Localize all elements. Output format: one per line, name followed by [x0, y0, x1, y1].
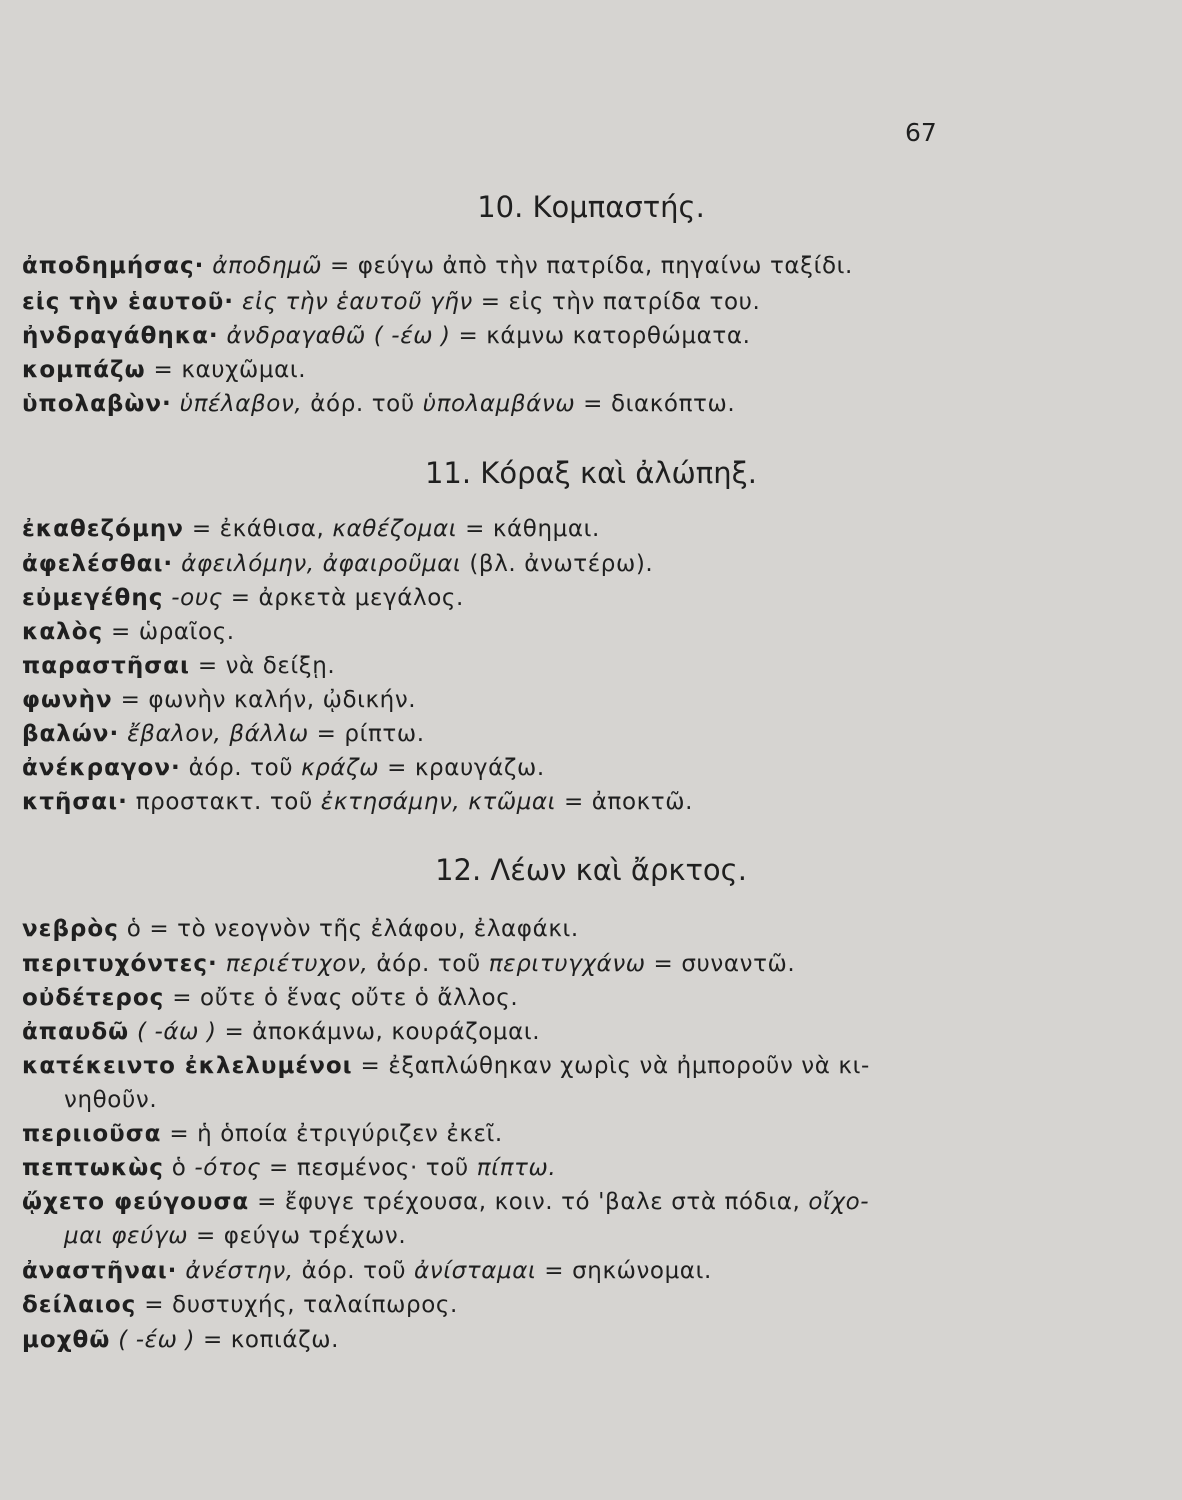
headword: περιτυχόντες·	[22, 951, 218, 977]
headword: ἀνέκραγον·	[22, 755, 181, 781]
glossary-line-continuation	[64, 1087, 1182, 1113]
section-title-12: 12. Λέων καὶ ἄρκτος.	[435, 853, 747, 887]
glossary-line	[22, 1258, 1167, 1284]
gloss-text: = ἀρκετὰ μεγάλος.	[222, 585, 464, 611]
glossary-line	[22, 951, 1167, 977]
headword: εὐμεγέθης	[22, 585, 164, 611]
gloss-text: = φεύγω ἀπὸ τὴν πατρίδα, πηγαίνω ταξίδι.	[322, 253, 853, 279]
italic-form: περιτυγχάνω	[488, 951, 646, 977]
section-title-11: 11. Κόραξ καὶ ἀλώπηξ.	[424, 456, 758, 490]
glossary-line	[22, 1019, 1167, 1045]
italic-form: ( -άω )	[129, 1019, 217, 1045]
gloss-text: = ὡραῖος.	[103, 619, 235, 645]
headword: πεπτωκὼς	[22, 1155, 164, 1181]
glossary-line	[22, 289, 1167, 315]
italic-form: μαι φεύγω	[64, 1223, 189, 1249]
italic-form: οἴχο-	[808, 1189, 870, 1215]
gloss-text: = σηκώνομαι.	[536, 1258, 712, 1284]
italic-form: ἀνέστην,	[177, 1258, 294, 1284]
headword: καλὸς	[22, 619, 104, 645]
glossary-line	[22, 253, 1167, 279]
glossary-line	[22, 916, 1167, 942]
gloss-text: (βλ. ἀνωτέρω).	[461, 551, 654, 577]
glossary-line	[22, 1053, 1167, 1079]
gloss-text: = πεσμένος· τοῦ	[261, 1155, 477, 1181]
headword: νεβρὸς	[22, 916, 119, 942]
glossary-line-continuation	[64, 1223, 1182, 1249]
gloss-text: = κάμνω κατορθώματα.	[450, 323, 751, 349]
headword: οὐδέτερος	[22, 985, 165, 1011]
glossary-line	[22, 789, 1167, 815]
headword: ἀναστῆναι·	[22, 1258, 178, 1284]
italic-form: ἀποδημῶ	[204, 253, 323, 279]
gloss-text: = οὔτε ὁ ἕνας οὔτε ὁ ἄλλος.	[164, 985, 519, 1011]
gloss-text: ἀόρ. τοῦ	[368, 951, 489, 977]
glossary-line	[22, 357, 1167, 383]
glossary-line	[22, 1189, 1167, 1215]
gloss-text: = φωνὴν καλήν, ᾠδικήν.	[112, 687, 417, 713]
glossary-line	[22, 619, 1167, 645]
headword: ἀφελέσθαι·	[22, 551, 174, 577]
gloss-text: = ἐξαπλώθηκαν χωρὶς νὰ ἠμποροῦν νὰ κι-	[352, 1053, 870, 1079]
gloss-text: = νὰ δείξῃ.	[189, 653, 336, 679]
italic-form: ὑπολαμβάνω	[422, 391, 576, 417]
gloss-text: = ἀποκτῶ.	[556, 789, 694, 815]
gloss-text: ἀόρ. τοῦ	[180, 755, 302, 781]
gloss-text: ὁ	[163, 1155, 195, 1181]
italic-form: καθέζομαι	[332, 516, 458, 542]
headword: δείλαιος	[22, 1292, 137, 1318]
headword: ἀποδημήσας·	[22, 253, 205, 279]
page-number: 67	[905, 118, 937, 147]
headword: περιιοῦσα	[22, 1121, 162, 1147]
italic-form: ἐκτησάμην, κτῶμαι	[320, 789, 557, 815]
section-title-10: 10. Κομπαστής.	[477, 190, 705, 224]
glossary-line	[22, 1292, 1167, 1318]
gloss-text: = ἔφυγε τρέχουσα, κοιν. τό 'βαλε στὰ πόδια,	[249, 1189, 809, 1215]
headword: βαλών·	[22, 721, 120, 747]
glossary-line	[22, 391, 1167, 417]
glossary-line	[22, 1327, 1167, 1353]
headword: ὑπολαβὼν·	[22, 391, 172, 417]
gloss-text: = κραυγάζω.	[379, 755, 545, 781]
gloss-text: = κάθημαι.	[457, 516, 600, 542]
headword: ἐκαθεζόμην	[22, 516, 184, 542]
headword: ἠνδραγάθηκα·	[22, 323, 219, 349]
italic-form: ἀνδραγαθῶ ( -έω )	[218, 323, 451, 349]
headword: ᾤχετο φεύγουσα	[22, 1189, 250, 1215]
headword: παραστῆσαι	[22, 653, 190, 679]
italic-form: εἰς τὴν ἑαυτοῦ γῆν	[234, 289, 473, 315]
gloss-text: ἀόρ. τοῦ	[293, 1258, 415, 1284]
glossary-line	[22, 1155, 1167, 1181]
headword: κτῆσαι·	[22, 789, 128, 815]
glossary-line	[22, 1121, 1167, 1147]
italic-form: κράζω	[301, 755, 380, 781]
glossary-line	[22, 551, 1167, 577]
headword: ἀπαυδῶ	[22, 1019, 130, 1045]
gloss-text: = δυστυχής, ταλαίπωρος.	[136, 1292, 458, 1318]
italic-form: περιέτυχον,	[217, 951, 369, 977]
gloss-text: ὁ = τὸ νεογνὸν τῆς ἐλάφου, ἐλαφάκι.	[118, 916, 579, 942]
gloss-text: νηθοῦν.	[64, 1087, 158, 1113]
gloss-text: = ἀποκάμνω, κουράζομαι.	[216, 1019, 541, 1045]
headword: κατέκειντο ἐκλελυμένοι	[22, 1053, 353, 1079]
glossary-line	[22, 585, 1167, 611]
italic-form: ὑπέλαβον,	[171, 391, 303, 417]
italic-form: πίπτω.	[476, 1155, 557, 1181]
italic-form: ἀνίσταμαι	[414, 1258, 537, 1284]
gloss-text: = φεύγω τρέχων.	[188, 1223, 407, 1249]
glossary-line	[22, 985, 1167, 1011]
gloss-text: = κοπιάζω.	[195, 1327, 340, 1353]
italic-form: -ότος	[194, 1155, 262, 1181]
headword: εἰς τὴν ἑαυτοῦ·	[22, 289, 235, 315]
glossary-line	[22, 516, 1167, 542]
gloss-text: = καυχῶμαι.	[145, 357, 307, 383]
glossary-line	[22, 755, 1167, 781]
italic-form: ἀφειλόμην, ἀφαιροῦμαι	[173, 551, 462, 577]
italic-form: ( -έω )	[110, 1327, 196, 1353]
gloss-text: = ρίπτω.	[308, 721, 425, 747]
gloss-text: προστακτ. τοῦ	[127, 789, 321, 815]
italic-form: -ους	[163, 585, 223, 611]
headword: κομπάζω	[22, 357, 146, 383]
glossary-line	[22, 653, 1167, 679]
gloss-text: = ἡ ὁποία ἐτριγύριζεν ἐκεῖ.	[161, 1121, 503, 1147]
italic-form: ἔβαλον, βάλλω	[119, 721, 309, 747]
glossary-line	[22, 687, 1167, 713]
headword: μοχθῶ	[22, 1327, 111, 1353]
headword: φωνὴν	[22, 687, 113, 713]
glossary-line	[22, 323, 1167, 349]
gloss-text: = εἰς τὴν πατρίδα του.	[472, 289, 761, 315]
gloss-text: = ἐκάθισα,	[183, 516, 333, 542]
gloss-text: ἀόρ. τοῦ	[302, 391, 423, 417]
glossary-line	[22, 721, 1167, 747]
gloss-text: = συναντῶ.	[645, 951, 796, 977]
gloss-text: = διακόπτω.	[575, 391, 736, 417]
